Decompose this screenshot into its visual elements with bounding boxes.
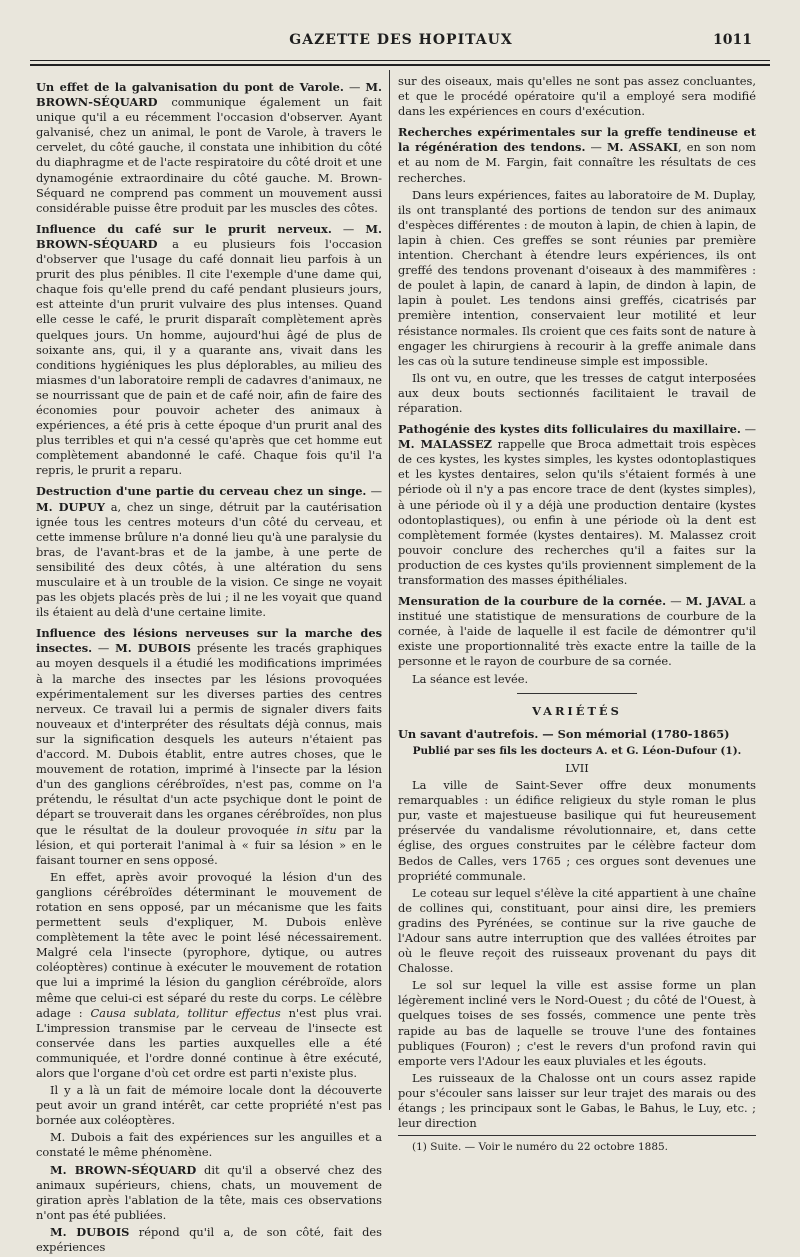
- paragraph: Ils ont vu, en outre, que les tresses de catgut interposées aux deux bouts sectionnés facilitaient le travail de réparation.: [398, 370, 756, 415]
- article-text: présente les tracés graphiques au moyen desquels il a étudié les modifications imprimées à la marche des insectes par les lésions provoquées expérimentalement sur les diverses parties des centres nerveux. Ce travail lui a permis de signaler divers faits nouveaux et d'interpréter des résultats déjà connus, mais sur la signification desquels les auteurs n'étaient pas d'accord. M. Dubois établit, entre autres choses, que le mouvement de rotation, imprimé à l'insecte par la lésion d'un des ganglions cérébroïdes, n'est pas, comme on l'a prétendu, le résultat d'un acte psychique dont le point de départ se trouverait dans les organes cérébroïdes, non plus que le résultat de la douleur provoquée: [36, 641, 383, 837]
- article-kystes: Pathogénie des kystes dits folliculaires du maxillaire. — M. MALASSEZ rappelle que Broca admettait trois espèces de ces kystes, les kystes simples, les kystes odontoplastiques et les kystes dentaires, selon qu'ils s'étaient formés à une période où il n'y a pas encore trace de dent (kystes simples), à une période où il y a déjà une production dentaire (kystes odontoplastiques), ou enfin à une période où la dent est complètement formée (kystes dentaires). M. Malassez croit pouvoir conclure des recherches qu'il a faites sur la production de ces kystes qu'ils proviennent simplement de la transformation des masses épithéliales.: [398, 422, 757, 587]
- author-name: M. BROWN-SÉQUARD: [36, 221, 382, 251]
- article-text: , en son nom et au nom de M. Fargin, fait connaître les résultats de ces recherches.: [398, 140, 756, 185]
- author-name: M. ASSAKI: [606, 140, 679, 155]
- paragraph: [36, 1163, 382, 1223]
- article-text: par la lésion, et qui porterait l'animal à « fuir sa lésion » en le faisant tourner en sens opposé.: [36, 822, 382, 867]
- footnote: (1) Suite. — Voir le numéro du 22 octobre 1885.: [398, 1135, 756, 1155]
- article-text: rappelle que Broca admettait trois espèces de ces kystes, les kystes simples, les kystes odontoplastiques et les kystes dentaires, selon qu'ils s'étaient formés à une période où il n'y a pas encore trace de dent (kystes simples), à une période où il y a déjà une production dentaire (kystes odontoplastiques), ou enfin à une période où la dent est complètement formée (kystes dentaires). M. Malassez croit pouvoir conclure des recherches qu'il a faites sur la production de ces kystes qu'ils proviennent simplement de la transformation des masses épithéliales.: [398, 437, 756, 587]
- header-rule-thick: [30, 64, 770, 66]
- section-title: VARIÉTÉS: [532, 703, 622, 718]
- paragraph: sur des oiseaux, mais qu'elles ne sont pas assez concluantes, et que le procédé opératoire qu'il a employé sera modifié dans les expériences en cours d'exécution.: [398, 74, 756, 119]
- article-cafe: Influence du café sur le prurit nerveux. — M. BROWN-SÉQUARD a eu plusieurs fois l'occasion d'observer que l'usage du café donnait lieu parfois à un prurit des plus pénibles. Il cite l'exemple d'une dame qui, chaque fois qu'elle prend du café pendant plusieurs jours, est atteinte d'un prurit vulvaire des plus intenses. Quand elle cesse le café, le prurit disparaît complètement après quelques jours. Un homme, aujourd'hui âgé de plus de soixante ans, qui, il y a quarante ans, vivait dans les conditions hygiéniques les plus déplorables, au milieu des miasmes d'un laboratoire rempli de cadavres d'animaux, ne se nourrissant que de pain et de café noir, afin de faire des économies pour pouvoir acheter des animaux à expériences, a été pris à cette époque d'un prurit anal des plus terribles et qui n'a cessé qu'après que cet homme eut complètement abandonné le café. Chaque fois qu'il l'a repris, le prurit a reparu.: [36, 221, 382, 478]
- article-heading: Pathogénie des kystes dits folliculaires du maxillaire.: [398, 422, 741, 437]
- paragraph: Dans leurs expériences, faites au laboratoire de M. Duplay, ils ont transplanté des portions de tendon sur des animaux d'espèces différentes : de mouton à lapin, de chien à lapin, de lapin à chien. Ces greffes se sont réunies par première intention. Cherchant à étendre leurs expériences, ils ont greffé des tendons provenant d'oiseaux à des mammifères : de poulet à lapin, de canard à lapin, de dindon à lapin, de lapin à poulet. Les tendons ainsi greffés, cicatrisés par première intention, conservaient leur motilité et leur résistance normales. Ils croient que ces faits sont de nature à engager les chirurgiens à recourir à la greffe animale dans les cas où la suture tendineuse simple est impossible.: [398, 187, 756, 368]
- header-rule-thin: [30, 60, 770, 61]
- article-heading: Recherches expérimentales sur la greffe tendineuse et la régénération des tendons.: [398, 125, 756, 155]
- italic-phrase: Causa sublata, tollitur effectus: [90, 1005, 281, 1020]
- left-column: [36, 74, 382, 1257]
- paragraph: La ville de Saint-Sever offre deux monuments remarquables : un édifice religieux du style roman le plus pur, vaste et majestueuse basilique qui fut heureusement préservée du vandalisme révolutionnaire, et, dans cette église, des orgues construites par le célèbre facteur dom Bedos de Calles, vers 1765 ; ces orgues sont devenues une propriété communale.: [398, 778, 756, 883]
- paragraph: M. Dubois a fait des expériences sur les anguilles et a constaté le même phénomène.: [36, 1130, 382, 1160]
- article-heading: Influence du café sur le prurit nerveux.: [36, 221, 332, 236]
- paragraph-text: dit qu'il a observé chez des animaux supérieurs, chiens, chats, un mouvement de giration après l'ablation de la tête, mais ces observations n'ont pas été publiées.: [36, 1162, 382, 1222]
- paragraph: Les ruisseaux de la Chalosse ont un cours assez rapide pour s'écouler sans laisser sur leur trajet des marais ou des étangs ; les principaux sont le Gabas, le Bahus, le Luy, etc. ; leur direction: [398, 1070, 756, 1131]
- paragraph: Il y a là un fait de mémoire locale dont la découverte peut avoir un grand intérêt, car cette propriété n'est pas bornée aux coléoptères.: [36, 1083, 382, 1128]
- article-greffe: Recherches expérimentales sur la greffe tendineuse et la régénération des tendons. — M. ASSAKI, en son nom et au nom de M. Fargin, fait connaître les résultats de ces recherches.: [398, 125, 756, 185]
- paragraph-text: n'est plus vrai. L'impression transmise par le cerveau de l'insecte est conservée dans les parties auxquelles elle a été communiquée, et l'ordre donné continue à être exécuté, alors que l'organe d'où cet ordre est parti n'existe plus.: [36, 1005, 382, 1080]
- author-name: M. BROWN-SÉQUARD: [36, 80, 382, 110]
- paragraph: [36, 1225, 382, 1255]
- byline: Publié par ses fils les docteurs A. et G. Léon-Dufour (1).: [412, 744, 742, 757]
- article-text: communique également un fait unique qu'il a eu récemment l'occasion d'observer. Ayant galvanisé, chez un animal, le pont de Varole, à travers le cervelet, du côté gauche, il constata une inhibition du côté du diaphragme et de l'acte respiratoire du côté droit et une dynamogénie extraordinaire du côté gauche. M. Brown-Séquard ne comprend pas comment un mouvement aussi considérable puisse être produit par les muscles des côtes.: [36, 95, 382, 215]
- paragraph-text: En effet, après avoir provoqué la lésion d'un des ganglions cérébroïdes déterminant le mouvement de rotation en sens opposé, par un mécanisme que les faits permettent seuls d'expliquer, M. Dubois enlève complètement la tête avec le point lésé nécessairement. Malgré cela l'insecte (pyrophore, dytique, ou autres coléoptères) continue à exécuter le mouvement de rotation que lui a imprimé la lésion du ganglion cérébroïde, alors même que celui-ci est séparé du reste du corps. Le célèbre adage :: [36, 869, 382, 1020]
- paragraph: [36, 870, 382, 1081]
- paragraph: Le sol sur lequel la ville est assise forme un plan légèrement incliné vers le Nord-Ouest ; du côté de l'Ouest, à quelques toises de ses fossés, commence une pente très rapide au bas de laquelle se trouve l'une des fontaines publiques (Fouron) ; c'est le revers d'un profond ravin qui emporte vers l'Adour les eaux pluviales et les égouts.: [398, 978, 756, 1068]
- article-text: a, chez un singe, détruit par la cautérisation ignée tous les centres moteurs d'un côté du cerveau, et cette immense brûlure n'a donné lieu qu'à une paralysie du bras, de l'avant-bras et de la jambe, à une perte de sensibilité des deux côtés, à une altération du sens musculaire et à un trouble de la vision. Ce singe ne voyait pas les objets placés près de lui ; il ne les voyait que quand ils étaient au delà d'une certaine limite.: [36, 499, 383, 620]
- column-divider: [389, 70, 390, 1110]
- page-number: 1011: [713, 32, 752, 48]
- article-heading: Un effet de la galvanisation du pont de Varole.: [36, 80, 344, 94]
- article-text: a eu plusieurs fois l'occasion d'observer que l'usage du café donnait lieu parfois à un prurit des plus pénibles. Il cite l'exemple d'une dame qui, chaque fois qu'elle prend du café pendant plusieurs jours, est atteinte d'un prurit vulvaire des plus intenses. Quand elle cesse le café, le prurit disparaît complètement après quelques jours. Un homme, aujourd'hui âgé de plus de soixante ans, qui, il y a quarante ans, vivait dans les conditions hygiéniques les plus déplorables, au milieu des miasmes d'un laboratoire rempli de cadavres d'animaux, ne se nourrissant que de pain et de café noir, afin de faire des économies pour pouvoir acheter des animaux à expériences, a été pris à cette époque d'un prurit anal des plus terribles et qui n'a cessé qu'après que cet homme eut complètement abandonné le café. Chaque fois qu'il l'a repris, le prurit a reparu.: [36, 236, 382, 478]
- right-column: [398, 74, 756, 1157]
- chapter-numeral: LVII: [565, 760, 589, 775]
- paragraph: La séance est levée.: [412, 671, 529, 686]
- article-heading: Un savant d'autrefois. — Son mémorial (1780-1865): [398, 726, 730, 741]
- article-singe: Destruction d'une partie du cerveau chez un singe. — M. DUPUY a, chez un singe, détruit par la cautérisation ignée tous les centres moteurs d'un côté du cerveau, et cette immense brûlure n'a donné lieu qu'à une paralysie du bras, de l'avant-bras et de la jambe, à une perte de sensibilité des deux côtés, à une altération du sens musculaire et à un trouble de la vision. Ce singe ne voyait pas les objets placés près de lui ; il ne les voyait que quand ils étaient au delà d'une certaine limite.: [36, 484, 383, 620]
- article-heading: Influence des lésions nerveuses sur la marche des insectes.: [36, 626, 382, 656]
- article-heading: Mensuration de la courbure de la cornée.: [398, 594, 667, 609]
- article-heading: Destruction d'une partie du cerveau chez un singe.: [36, 484, 367, 499]
- author-name: M. DUBOIS: [115, 641, 191, 656]
- paragraph: Le coteau sur lequel s'élève la cité appartient à une chaîne de collines qui, constituant, pour ainsi dire, les premiers gradins des Pyrénées, se continue sur la rive gauche de l'Adour sans autre interruption que des vallées étroites par où le fleuve reçoit des ruisseaux provenant du pays dit Chalosse.: [398, 885, 756, 976]
- paragraph-text: répond qu'il a, de son côté, fait des expériences: [36, 1224, 383, 1255]
- italic-phrase: in situ: [296, 822, 337, 837]
- author-name: M. MALASSEZ: [398, 437, 492, 452]
- article-text: a institué une statistique de mensurations de courbure de la cornée, à l'aide de laquelle il est facile de démontrer qu'il existe une proportionnalité très exacte entre la taille de la personne et le rayon de courbure de sa cornée.: [398, 594, 756, 669]
- article-cornee: Mensuration de la courbure de la cornée. — M. JAVAL a institué une statistique de mensurations de courbure de la cornée, à l'aide de laquelle il est facile de démontrer qu'il existe une proportionnalité très exacte entre la taille de la personne et le rayon de courbure de sa cornée.: [398, 594, 756, 669]
- author-name: M. JAVAL: [685, 594, 746, 609]
- section-rule: [517, 693, 637, 694]
- author-name: M. DUPUY: [36, 499, 106, 514]
- article-insectes: Influence des lésions nerveuses sur la marche des insectes. — M. DUBOIS présente les tracés graphiques au moyen desquels il a étudié les modifications imprimées à la marche des insectes par les lésions provoquées expérimentalement sur les diverses parties des centres nerveux. Ce travail lui a permis de signaler divers faits nouveaux et d'interpréter des résultats déjà connus, mais sur la signification desquels les auteurs n'étaient pas d'accord. M. Dubois établit, entre autres choses, que le mouvement de rotation, imprimé à l'insecte par la lésion d'un des ganglions cérébroïdes, n'est pas, comme on l'a prétendu, le résultat d'un acte psychique dont le point de départ se trouverait dans les organes cérébroïdes, non plus que le résultat de la douleur provoquée in situ par la lésion, et qui porterait l'animal à « fuir sa lésion » en le faisant tourner en sens opposé.: [36, 626, 383, 867]
- author-name: M. BROWN-SÉQUARD: [50, 1162, 197, 1177]
- author-name: M. DUBOIS: [50, 1224, 130, 1239]
- page-header: [50, 30, 752, 52]
- journal-title: GAZETTE DES HOPITAUX: [289, 32, 513, 48]
- article-galvanisation: Un effet de la galvanisation du pont de Varole. — M. BROWN-SÉQUARD communique également un fait unique qu'il a eu récemment l'occasion d'observer. Ayant galvanisé, chez un animal, le pont de Varole, à travers le cervelet, du côté gauche, il constata une inhibition du côté du diaphragme et de l'acte respiratoire du côté droit et une dynamogénie extraordinaire du côté gauche. M. Brown-Séquard ne comprend pas comment un mouvement aussi considérable puisse être produit par les muscles des côtes.: [36, 80, 382, 215]
